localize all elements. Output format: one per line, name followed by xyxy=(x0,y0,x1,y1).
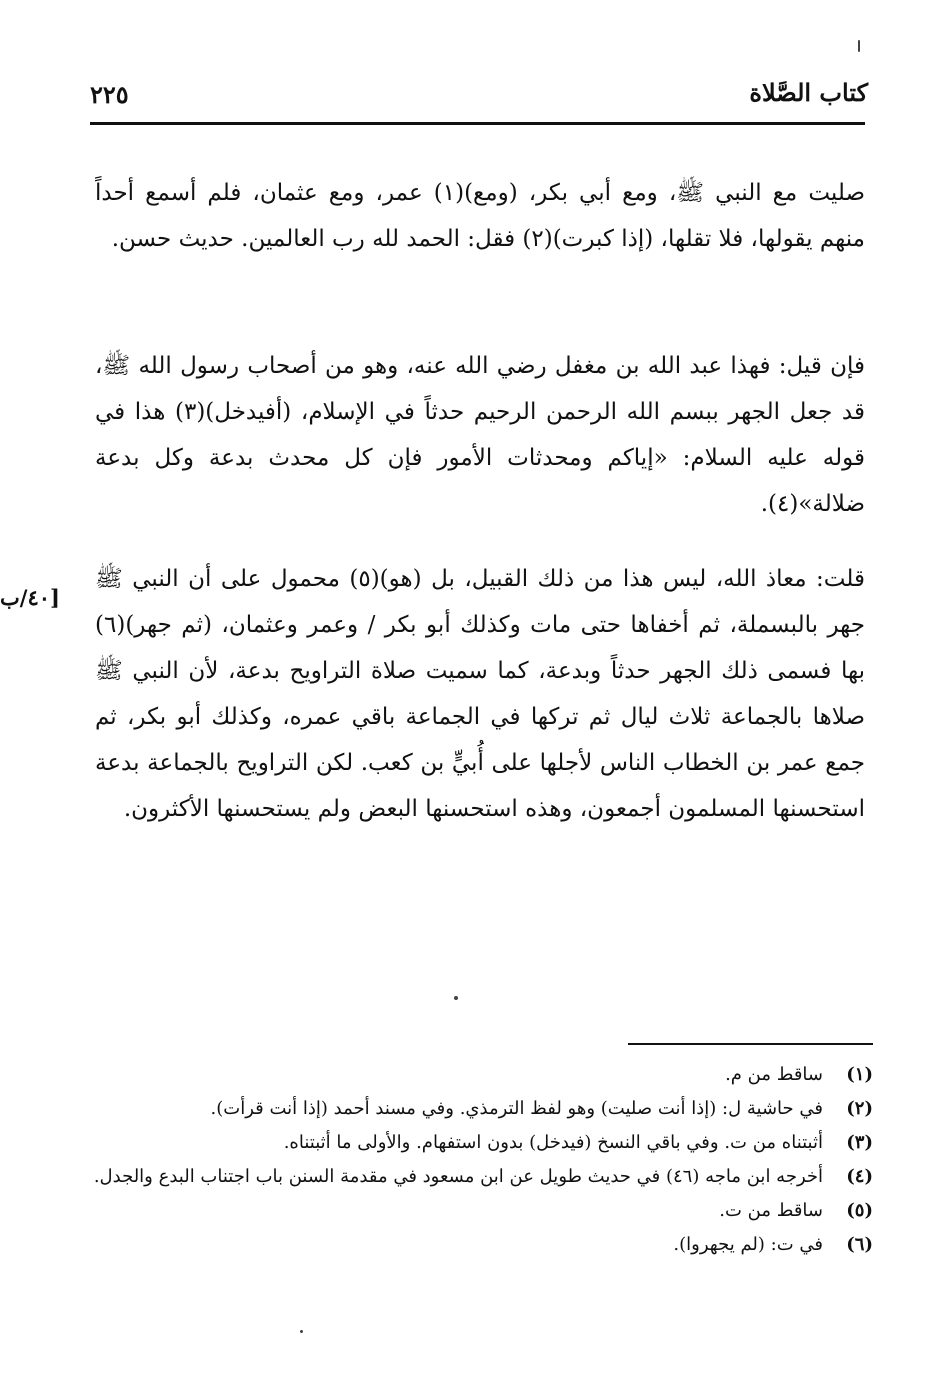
footnote-number: (٦) xyxy=(846,1234,873,1255)
body-paragraph-3: قلت: معاذ الله، ليس هذا من ذلك القبيل، بل (هو)(٥) محمول على أن النبي ﷺ جهر بالبسملة، ثم أخفاها حتى مات وكذلك أبو بكر / وعمر وعثمان، (ثم جهر)(٦) بها فسمى ذلك الجهر حدثاً وبدعة، كما سميت صلاة التراويح بدعة، لأن النبي ﷺ صلاها بالجماعة ثلاث ليال ثم تركها في الجماعة باقي عمره، وكذلك أبو بكر، ثم جمع عمر بن الخطاب الناس لأجلها على أُبيٍّ بن كعب. لكن التراويح بالجماعة بدعة استحسنها المسلمون أجمعون، وهذه استحسنها البعض ولم يستحسنها الأكثرون. xyxy=(95,566,865,822)
margin-folio-note: [٤٠/ب xyxy=(0,585,60,610)
footnote-number: (٢) xyxy=(846,1098,873,1119)
scan-speck xyxy=(454,996,458,1000)
footnote-number: (١) xyxy=(846,1064,873,1085)
footnote-item xyxy=(83,1228,873,1262)
footnote-text: أثبتناه من ت. وفي باقي النسخ (فيدخل) بدون استفهام. والأولى ما أثبتناه. xyxy=(283,1132,823,1153)
footnote-number: (٤) xyxy=(846,1166,873,1187)
body-paragraph-2: فإن قيل: فهذا عبد الله بن مغفل رضي الله عنه، وهو من أصحاب رسول الله ﷺ، قد جعل الجهر ببسم الله الرحمن الرحيم حدثاً في الإسلام، (أفيدخل)(٣) هذا في قوله عليه السلام: «إياكم ومحدثات الأمور فإن كل محدث بدعة وكل بدعة ضلالة»(٤). xyxy=(95,353,865,517)
footnote-item xyxy=(83,1092,873,1126)
footnote-text: أخرجه ابن ماجه (٤٦) في حديث طويل عن ابن مسعود في مقدمة السنن باب اجتناب البدع والجدل. xyxy=(93,1166,823,1187)
footnote-item xyxy=(83,1194,873,1228)
body-paragraph-1: صليت مع النبي ﷺ، ومع أبي بكر، (ومع)(١) عمر، ومع عثمان، فلم أسمع أحداً منهم يقولها، فلا تقلها، (إذا كبرت)(٢) فقل: الحمد لله رب العالمين. حديث حسن. xyxy=(95,180,865,252)
running-head: كتاب الصَّلاة xyxy=(749,78,868,107)
footnote-item xyxy=(83,1126,873,1160)
footnote-text: ساقط من ت. xyxy=(719,1200,823,1221)
footnote-number: (٥) xyxy=(846,1200,873,1221)
footnote-number: (٣) xyxy=(846,1132,873,1153)
header-rule xyxy=(90,122,865,125)
scan-speck xyxy=(858,40,860,52)
page-number: ٢٢٥ xyxy=(90,80,129,109)
footnote-item xyxy=(83,1058,873,1092)
footnote-text: ساقط من م. xyxy=(725,1064,823,1085)
footnotes-list xyxy=(83,1058,873,1262)
scan-speck xyxy=(300,1330,303,1333)
footnote-rule xyxy=(628,1043,873,1045)
footnote-text: في ت: (لم يجهروا). xyxy=(673,1234,823,1255)
footnote-text: في حاشية ل: (إذا أنت صليت) وهو لفظ الترمذي. وفي مسند أحمد (إذا أنت قرأت). xyxy=(210,1098,823,1119)
footnote-item xyxy=(83,1160,873,1194)
